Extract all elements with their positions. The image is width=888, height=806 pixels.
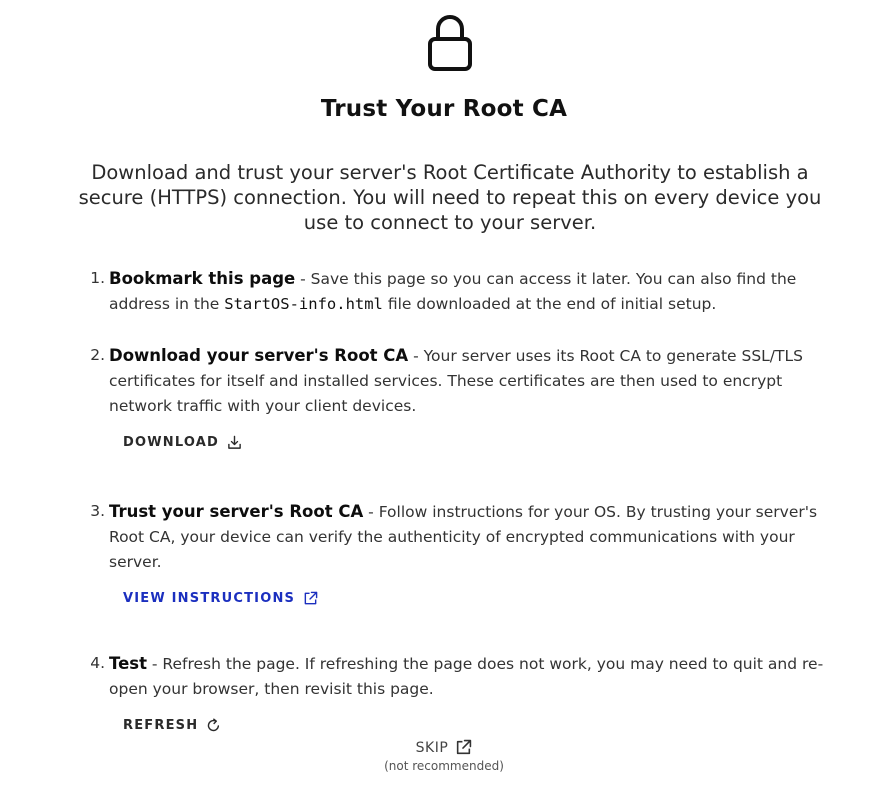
step-number: 3. bbox=[90, 502, 105, 520]
step-number: 4. bbox=[90, 654, 105, 672]
step-bookmark bbox=[88, 266, 838, 317]
intro-text: Download and trust your server's Root Certificate Authority to establish a secure (HTTPS) connection. You will need to repeat this on every device you use to connect to your server. bbox=[78, 161, 822, 234]
download-label: DOWNLOAD bbox=[123, 435, 220, 450]
download-icon bbox=[227, 435, 242, 450]
skip-section bbox=[0, 739, 888, 773]
skip-button[interactable] bbox=[416, 739, 473, 756]
view-instructions-label: VIEW INSTRUCTIONS bbox=[123, 591, 296, 606]
step-download bbox=[88, 343, 838, 455]
step-heading: Download your server's Root CA bbox=[109, 346, 409, 365]
refresh-icon bbox=[206, 718, 221, 733]
refresh-button[interactable] bbox=[123, 713, 221, 738]
step-text: - Save this page so you can access it later. You can also find the address in the bbox=[109, 270, 797, 313]
skip-label: SKIP bbox=[415, 739, 449, 756]
step-heading: Trust your server's Root CA bbox=[109, 502, 364, 521]
external-link-icon bbox=[455, 739, 472, 756]
steps-list bbox=[88, 266, 838, 738]
step-test bbox=[88, 651, 838, 738]
step-text: - Refresh the page. If refreshing the page does not work, you may need to quit and re-open your browser, then revisit this page. bbox=[109, 655, 824, 698]
step-heading: Test bbox=[109, 654, 147, 673]
view-instructions-link[interactable] bbox=[123, 586, 318, 611]
step-number: 1. bbox=[90, 269, 105, 287]
step-text: file downloaded at the end of initial setup. bbox=[382, 295, 717, 313]
refresh-label: REFRESH bbox=[123, 718, 199, 733]
step-trust bbox=[88, 499, 838, 611]
step-heading: Bookmark this page bbox=[109, 269, 296, 288]
lock-icon bbox=[427, 10, 473, 72]
step-number: 2. bbox=[90, 346, 105, 364]
step-text: - Your server uses its Root CA to generate SSL/TLS certificates for itself and installed services. These certificates are then used to encrypt network traffic with your client devices. bbox=[109, 347, 803, 415]
external-link-icon bbox=[303, 591, 318, 606]
info-filename: StartOS-info.html bbox=[224, 295, 383, 313]
page-title: Trust Your Root CA bbox=[320, 96, 568, 122]
download-button[interactable] bbox=[123, 430, 242, 455]
step-text: - Follow instructions for your OS. By trusting your server's Root CA, your device can verify the authenticity of encrypted communications with your server. bbox=[109, 503, 818, 571]
skip-note: (not recommended) bbox=[384, 759, 504, 773]
